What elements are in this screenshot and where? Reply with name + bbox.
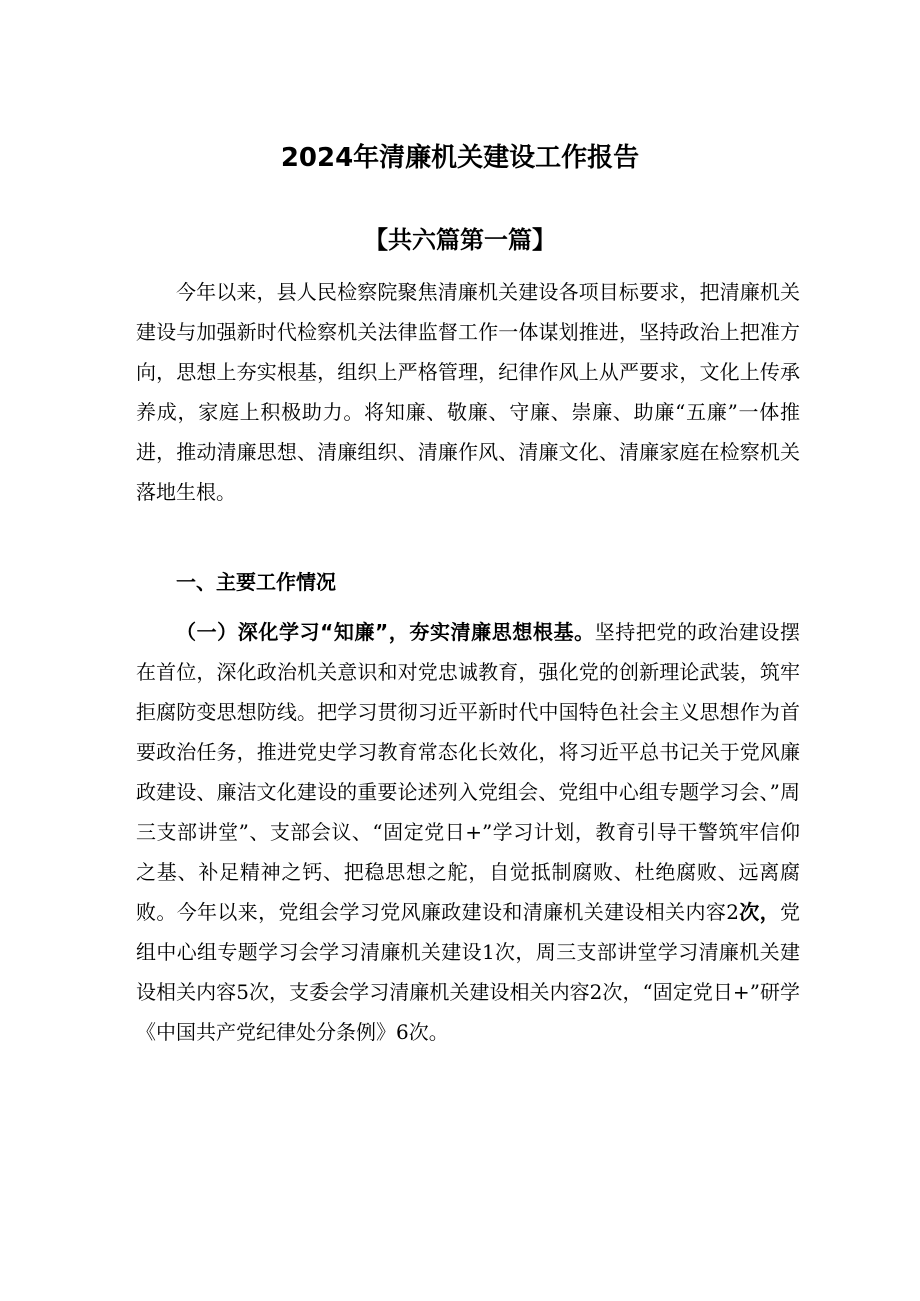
- subsection-paragraph: [136, 612, 800, 1052]
- document-title: 2024年清廉机关建设工作报告: [280, 143, 640, 173]
- section-heading: 一、主要工作情况: [176, 570, 336, 594]
- subsection-lead: （一）深化学习“知廉”，夯实清廉思想根基。: [176, 620, 595, 644]
- intro-paragraph: 今年以来，县人民检察院聚焦清廉机关建设各项目标要求，把清廉机关建设与加强新时代检察机关法律监督工作一体谋划推进，坚持政治上把准方向，思想上夯实根基，组织上严格管理，纪律作风上从严要求，文化上传承养成，家庭上积极助力。将知廉、敬廉、守廉、崇廉、助廉“五廉”一体推进，推动清廉思想、清廉组织、清廉作风、清廉文化、清廉家庭在检察机关落地生根。: [136, 280, 800, 504]
- document-subtitle: 【共六篇第一篇】: [364, 226, 556, 254]
- subsection-text-part1: 坚持把党的政治建设摆在首位，深化政治机关意识和对党忠诚教育，强化党的创新理论武装，筑牢拒腐防变思想防线。把学习贯彻习近平新时代中国特色社会主义思想作为首要政治任务，推进党史学习教育常态化长效化，将习近平总书记关于党风廉政建设、廉洁文化建设的重要论述列入党组会、党组中心组专题学习会、”周三支部讲堂”、支部会议、“固定党日+”学习计划，教育引导干警筑牢信仰之基、补足精神之钙、把稳思想之舵，自觉抵制腐败、杜绝腐败、远离腐败。今年以来，党组会学习党风廉政建设和清廉机关建设相关内容2: [136, 620, 800, 924]
- subsection-text-bold: 次，: [738, 900, 780, 924]
- subsection-text-part2: 党组中心组专题学习会学习清廉机关建设1次，周三支部讲堂学习清廉机关建设相关内容5次，支委会学习清廉机关建设相关内容2次，“固定党日+”研学《中国共产党纪律处分条例》6次。: [136, 900, 800, 1044]
